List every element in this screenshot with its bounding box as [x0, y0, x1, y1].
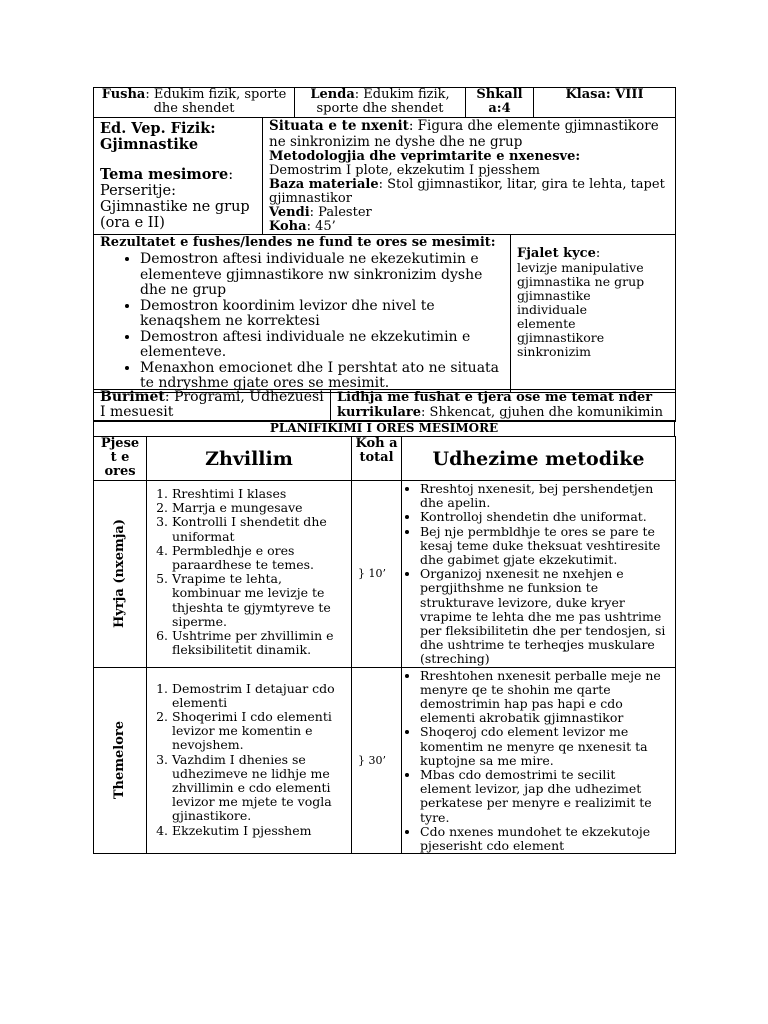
- keyword: gjimnastika ne grup: [517, 274, 645, 289]
- klasa-label: Klasa: VIII: [565, 87, 644, 102]
- lidhja-label: Lidhja me fushat e tjera ose me temat nder kurrikulare: [337, 390, 653, 420]
- burimet-value: : Programi, Udhezuesi I mesuesit: [100, 389, 324, 420]
- subject-cell: [94, 118, 263, 235]
- part-cell: [94, 667, 147, 854]
- baza-value: : Stol gjimnastikor, litar, gira te lehta, tapet gjimnastikor: [269, 177, 665, 206]
- tema-label: Tema mesimore: [100, 166, 229, 183]
- burimet-cell: [94, 390, 331, 422]
- keyword: gjimnastikore: [517, 330, 605, 345]
- sources-table: [93, 389, 676, 422]
- list-item: • Shoqeroj cdo element levizor me komentim ne menyre qe nxenesit ta kuptojne sa me mire.: [420, 725, 669, 768]
- list-item: • Demostron koordinim levizor dhe nivel te kenaqshem ne korrektesi: [140, 299, 504, 330]
- subject-table: [93, 117, 676, 235]
- metod-value: Demostrim I plote, ekzekutim I pjesshem: [269, 163, 541, 178]
- list-item: 1. Demostrim I detajuar cdo elementi: [172, 682, 345, 710]
- keywords-label: Fjalet kyce: [517, 246, 596, 261]
- col-header-zhvillim: Zhvillim: [147, 437, 352, 481]
- lenda-value: : Edukim fizik, sporte dhe shendet: [316, 87, 450, 116]
- list-item: • Kontrolloj shendetin dhe uniformat.: [420, 510, 669, 524]
- part-label: Themelore: [112, 721, 127, 800]
- metod-label: Metodologjia dhe veprimtarite e nxenesve:: [269, 149, 581, 164]
- list-item: 4. Permbledhje e ores paraardhese te temes.: [172, 544, 345, 572]
- keywords-colon: :: [595, 246, 601, 261]
- steps-cell: [147, 481, 352, 668]
- vendi-value: : Palester: [309, 205, 372, 220]
- list-item: • Bej nje permbldhje te ores se pare te kesaj teme duke theksuat veshtiresite dhe gabimet gjate ekzekutimit.: [420, 525, 669, 568]
- shkalla-label: Shkall a:4: [476, 87, 523, 116]
- list-item: • Demostron aftesi individuale ne ekezekutimin e elementeve gjimnastikore nw sinkronizim dyshe dhe ne grup: [140, 252, 504, 299]
- list-item: 5. Vrapime te lehta, kombinuar me levizje te thjeshta te gjymtyreve te siperme.: [172, 572, 345, 629]
- notes-list: [404, 669, 669, 854]
- keyword: individuale: [517, 302, 588, 317]
- list-item: • Menaxhon emocionet dhe I pershtat ato ne situata te ndryshme gjate ores se mesimit.: [140, 361, 504, 392]
- time-cell: } 10’: [352, 481, 402, 668]
- keywords-cell: [511, 235, 676, 393]
- list-item: • Rreshtoj nxenesit, bej pershendetjen dhe apelin.: [420, 482, 669, 510]
- subject-title: Ed. Vep. Fizik: Gjimnastike: [100, 120, 216, 153]
- notes-list: [404, 482, 669, 667]
- burimet-label: Burimet: [100, 389, 165, 405]
- vendi-label: Vendi: [269, 205, 310, 220]
- tema-colon: :: [228, 167, 234, 183]
- keyword: elemente: [517, 316, 576, 331]
- koha-value: : 45’: [306, 219, 336, 234]
- shkalla-cell: [466, 88, 534, 118]
- situata-label: Situata e te nxenit: [269, 118, 409, 134]
- part-label: Hyrja (nxemja): [112, 519, 127, 629]
- list-item: 2. Marrja e mungesave: [172, 501, 345, 515]
- planning-title-table: [93, 420, 675, 437]
- fusha-cell: [94, 88, 295, 118]
- col-header-koha: Koh a total: [352, 437, 402, 481]
- results-heading: Rezultatet e fushes/lendes ne fund te ores se mesimit:: [100, 235, 496, 250]
- fusha-label: Fusha: [101, 87, 146, 102]
- time-cell: } 30’: [352, 667, 402, 854]
- list-item: • Demostron aftesi individuale ne ekzekutimin e elementeve.: [140, 330, 504, 361]
- keyword: gjimnastike: [517, 288, 591, 303]
- situata-value: : Figura dhe elemente gjimnastikore ne sinkronizim ne dyshe dhe ne grup: [269, 118, 659, 150]
- notes-cell: [402, 481, 676, 668]
- notes-cell: [402, 667, 676, 854]
- header-table: [93, 87, 676, 118]
- planning-title: PLANIFIKIMI I ORES MESIMORE: [94, 421, 675, 437]
- planning-table: [93, 436, 676, 854]
- results-list: [100, 252, 504, 392]
- table-row: [94, 481, 676, 668]
- results-cell: [94, 235, 511, 393]
- klasa-cell: [534, 88, 676, 118]
- list-item: 2. Shoqerimi I cdo elementi levizor me komentin e nevojshem.: [172, 710, 345, 753]
- part-cell: [94, 481, 147, 668]
- list-item: 4. Ekzekutim I pjesshem: [172, 824, 345, 838]
- list-item: 3. Vazhdim I dhenies se udhezimeve ne lidhje me zhvillimin e cdo elementi levizor me mjete te vogla gjinastikore.: [172, 753, 345, 824]
- col-header-pjeset: Pjese t e ores: [94, 437, 147, 481]
- fusha-value: : Edukim fizik, sporte dhe shendet: [145, 87, 287, 116]
- steps-cell: [147, 667, 352, 854]
- list-item: • Mbas cdo demostrimi te secilit element levizor, jap dhe udhezimet perkatese per menyre e realizimit te tyre.: [420, 768, 669, 825]
- list-item: 6. Ushtrime per zhvillimin e fleksibilitetit dinamik.: [172, 629, 345, 657]
- table-row: [94, 667, 676, 854]
- lenda-cell: [295, 88, 466, 118]
- baza-label: Baza materiale: [269, 177, 379, 192]
- keyword: levizje manipulative: [517, 260, 644, 275]
- list-item: • Organizoj nxenesit ne nxehjen e pergjithshme ne funksion te strukturave levizore, duke kryer vrapime te lehta dhe me pas ushtrime per fleksibilitetin dhe per tendosjen, si dhe ushtrime te terheqjes muskulare (streching): [420, 567, 669, 666]
- lenda-label: Lenda: [310, 87, 355, 102]
- lidhja-value: : Shkencat, gjuhen dhe komunikimin: [421, 405, 663, 420]
- list-item: 3. Kontrolli I shendetit dhe uniformat: [172, 515, 345, 543]
- list-item: 1. Rreshtimi I klases: [172, 487, 345, 501]
- lidhja-cell: [331, 390, 676, 422]
- steps-list: [151, 487, 345, 657]
- list-item: • Rreshtohen nxenesit perballe meje ne menyre qe te shohin me qarte demostrimin hap pas hapi e cdo elementi akrobatik gjimnastikor: [420, 669, 669, 726]
- situation-cell: [263, 118, 676, 235]
- col-header-udhezime: Udhezime metodike: [402, 437, 676, 481]
- steps-list: [151, 682, 345, 838]
- tema-value: Perseritje: Gjimnastike ne grup (ora e II): [100, 183, 250, 231]
- list-item: • Cdo nxenes mundohet te ekzekutoje pjeserisht cdo element: [420, 825, 669, 853]
- results-table: [93, 234, 676, 393]
- koha-label: Koha: [269, 219, 307, 234]
- keyword: sinkronizim: [517, 344, 592, 359]
